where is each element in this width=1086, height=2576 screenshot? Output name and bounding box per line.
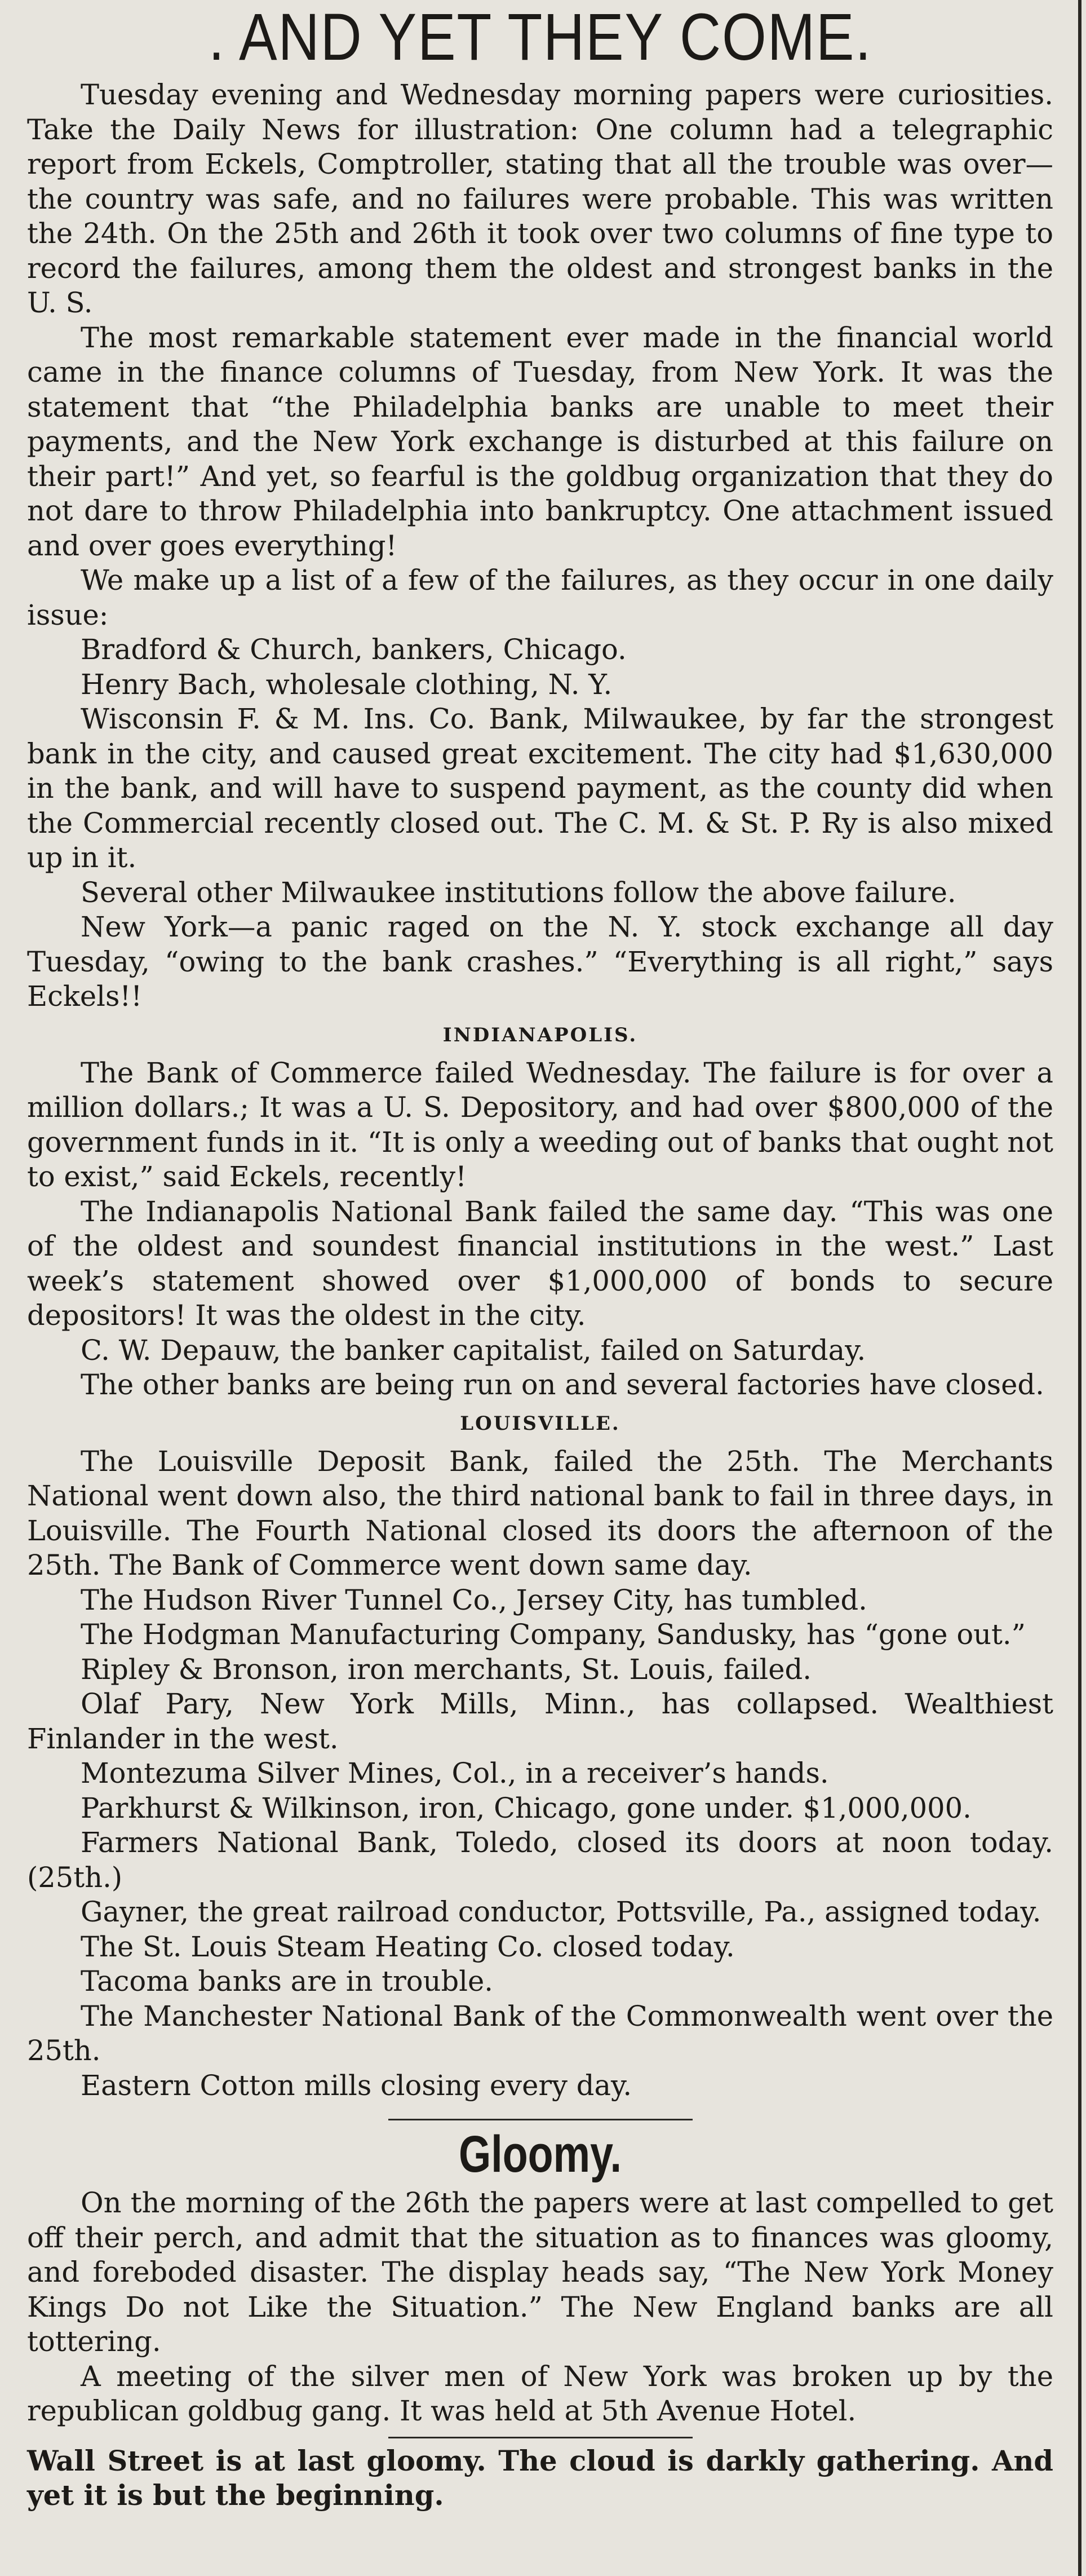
list-item: Parkhurst & Wilkinson, iron, Chicago, gone under. $1,000,000. xyxy=(81,1791,972,1824)
headline-gloomy: Gloomy. xyxy=(459,2126,622,2183)
list-item: The Manchester National Bank of the Commonwealth went over the 25th. xyxy=(27,1999,1053,2067)
list-item: C. W. Depauw, the banker capitalist, failed on Saturday. xyxy=(81,1333,866,1367)
section-divider xyxy=(388,2437,693,2438)
list-item: New York—a panic raged on the N. Y. stock exchange all day Tuesday, “owing to the bank crashes.” “Everything is all right,” says Eckels!! xyxy=(27,911,1053,1013)
list-item: Montezuma Silver Mines, Col., in a receiver’s hands. xyxy=(81,1757,829,1789)
list-item: The other banks are being run on and several factories have closed. xyxy=(81,1368,1044,1401)
headline: . AND YET THEY COME. xyxy=(208,0,872,74)
list-item: Wisconsin F. & M. Ins. Co. Bank, Milwaukee, by far the strongest bank in the city, and caused great excitement. The city had $1,630,000 in the bank, and will have to suspend payment, as the county did when the Commercial recently closed out. The C. M. & St. P. Ry is also mixed up in it. xyxy=(27,702,1053,874)
list-item: Several other Milwaukee institutions follow the above failure. xyxy=(81,876,956,909)
list-item: Farmers National Bank, Toledo, closed its doors at noon today. (25th.) xyxy=(27,1826,1053,1894)
list-item: The Hudson River Tunnel Co., Jersey City, has tumbled. xyxy=(81,1583,867,1616)
closing-paragraph: Wall Street is at last gloomy. The cloud is darkly gathering. And yet it is but the beginning. xyxy=(27,2444,1053,2512)
paragraph: The Indianapolis National Bank failed the same day. “This was one of the oldest and soundest financial institutions in the west.” Last week’s statement showed over $1,000,000 of bonds to secure depositors! It was the oldest in the city. xyxy=(27,1195,1053,1332)
paragraph: We make up a list of a few of the failures, as they occur in one daily issue: xyxy=(27,564,1053,631)
paragraph: The Louisville Deposit Bank, failed the 25th. The Merchants National went down also, the third national bank to fail in three days, in Louisville. The Fourth National closed its doors the afternoon of the 25th. The Bank of Commerce went down same day. xyxy=(27,1444,1053,1581)
list-item: Ripley & Bronson, iron merchants, St. Louis, failed. xyxy=(81,1652,812,1686)
list-item: Gayner, the great railroad conductor, Pottsville, Pa., assigned today. xyxy=(81,1895,1041,1928)
list-item: The St. Louis Steam Heating Co. closed today. xyxy=(81,1930,735,1963)
article-body xyxy=(27,78,1053,2513)
paragraph: The Bank of Commerce failed Wednesday. The failure is for over a million dollars.; It was a U. S. Depository, and had over $800,000 of the government funds in it. “It is only a weeding out of banks that ought not to exist,” said Eckels, recently! xyxy=(27,1056,1053,1193)
list-item: Eastern Cotton mills closing every day. xyxy=(81,2069,632,2102)
list-item: Olaf Pary, New York Mills, Minn., has collapsed. Wealthiest Finlander in the west. xyxy=(27,1687,1053,1755)
paragraph: On the morning of the 26th the papers were at last compelled to get off their perch, and admit that the situation as to finances was gloomy, and foreboded disaster. The display heads say, “The New York Money Kings Do not Like the Situation.” The New England banks are all tottering. xyxy=(27,2186,1053,2358)
list-item: Henry Bach, wholesale clothing, N. Y. xyxy=(81,668,613,701)
subhead-louisville: LOUISVILLE. xyxy=(460,1412,620,1435)
paragraph: A meeting of the silver men of New York was broken up by the republican goldbug gang. It was held at 5th Avenue Hotel. xyxy=(27,2360,1053,2427)
paragraph: The most remarkable statement ever made in the financial world came in the finance columns of Tuesday, from New York. It was the statement that “the Philadelphia banks are unable to meet their payments, and the New York exchange is disturbed at this failure on their part!” And yet, so fearful is the goldbug organization that they do not dare to throw Philadelphia into bankruptcy. One attachment issued and over goes everything! xyxy=(27,321,1053,562)
list-item: The Hodgman Manufacturing Company, Sandusky, has “gone out.” xyxy=(81,1618,1026,1651)
list-item: Bradford & Church, bankers, Chicago. xyxy=(81,633,627,666)
section-divider xyxy=(388,2119,693,2120)
paragraph: Tuesday evening and Wednesday morning papers were curiosities. Take the Daily News for illustration: One column had a telegraphic report from Eckels, Comptroller, stating that all the trouble was over—the country was safe, and no failures were probable. This was written the 24th. On the 25th and 26th it took over two columns of fine type to record the failures, among them the oldest and strongest banks in the U. S. xyxy=(27,78,1053,319)
column-rule xyxy=(1078,0,1081,2576)
subhead-indianapolis: INDIANAPOLIS. xyxy=(442,1023,638,1046)
list-item: Tacoma banks are in trouble. xyxy=(81,1965,494,1998)
